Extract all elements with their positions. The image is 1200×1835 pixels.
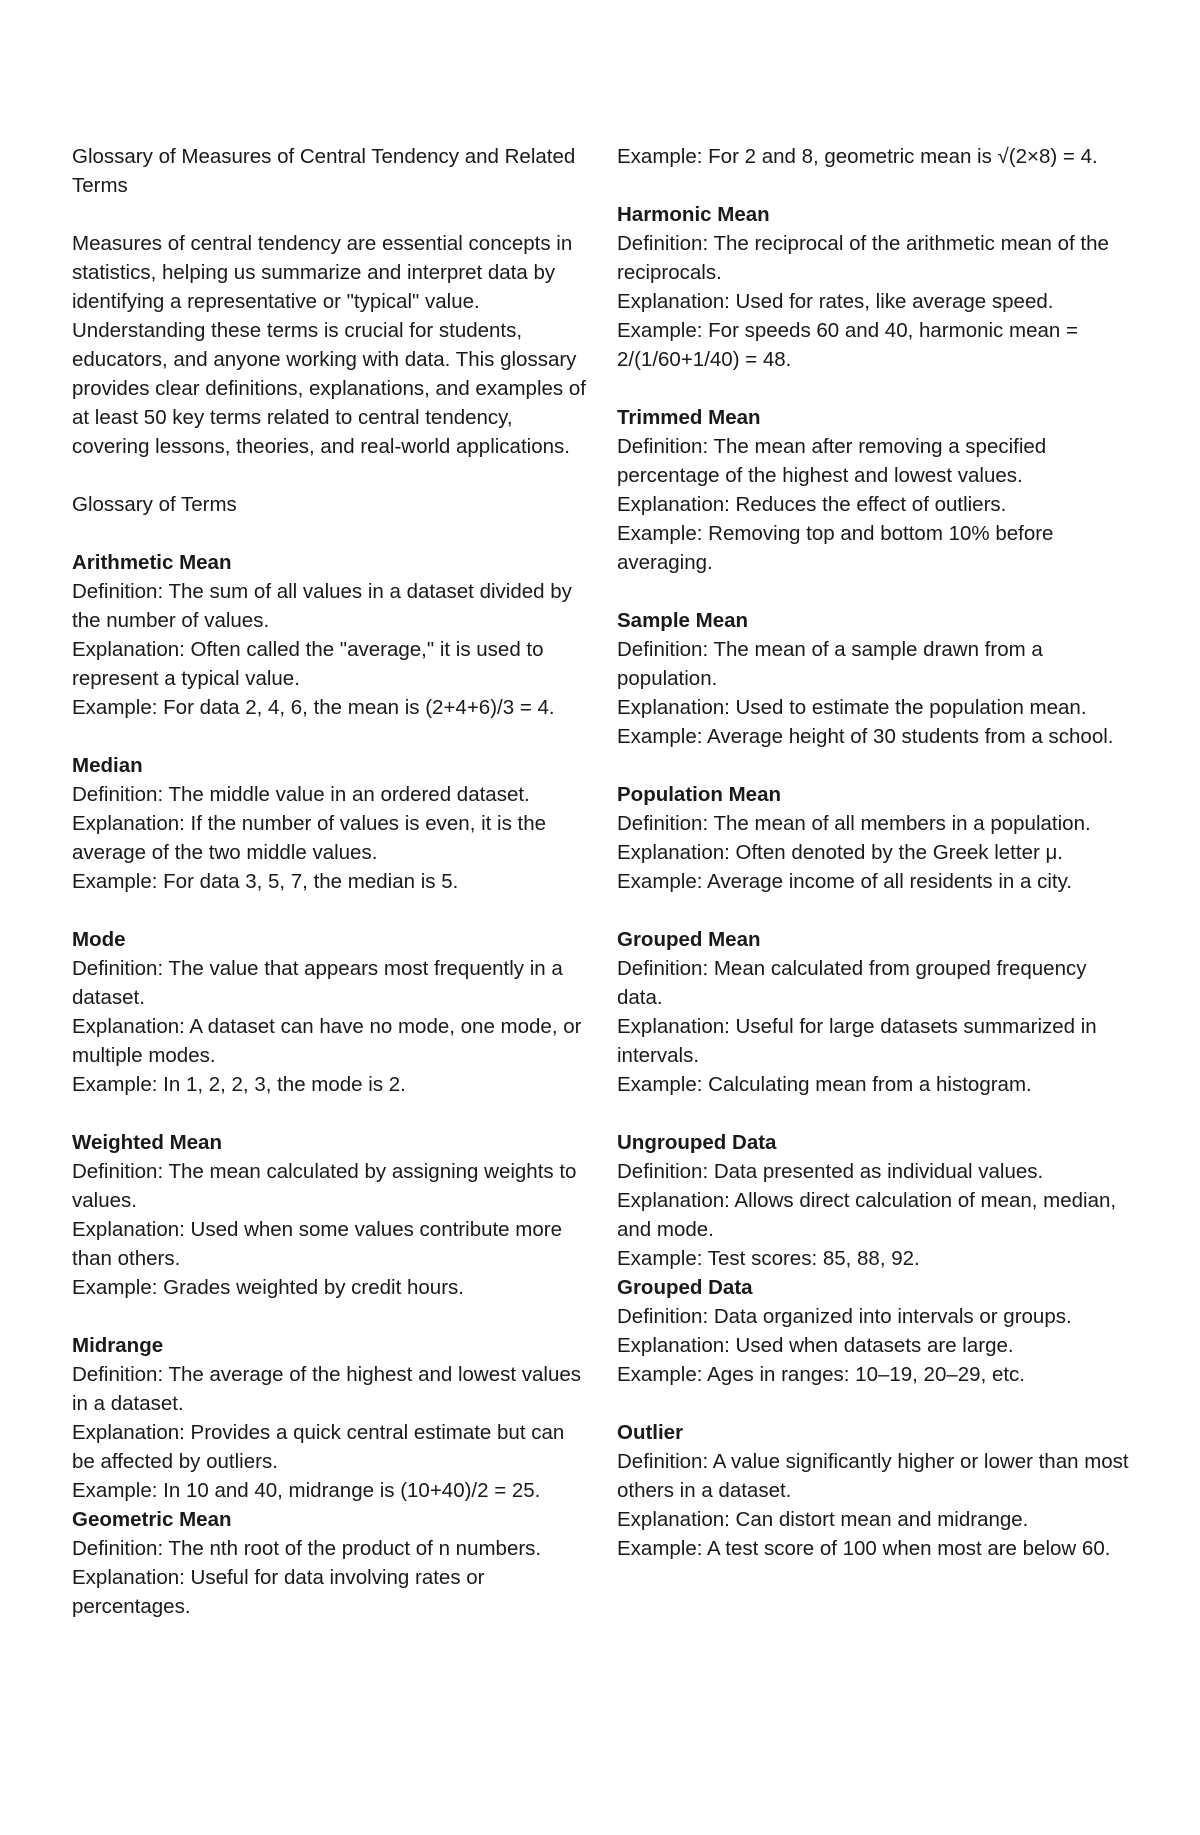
term-explanation: Explanation: Used when some values contribute more than others. bbox=[72, 1218, 562, 1270]
term-example: Example: A test score of 100 when most are below 60. bbox=[617, 1537, 1111, 1560]
term-grouped-data bbox=[617, 1273, 1132, 1389]
term-name: Harmonic Mean bbox=[617, 203, 770, 226]
term-example: Example: In 1, 2, 2, 3, the mode is 2. bbox=[72, 1073, 406, 1096]
term-definition: Definition: The average of the highest and lowest values in a dataset. bbox=[72, 1363, 582, 1415]
glossary-heading: Glossary of Terms bbox=[72, 493, 237, 516]
term-example: Example: Test scores: 85, 88, 92. bbox=[617, 1247, 920, 1270]
term-geometric-mean bbox=[72, 1505, 587, 1621]
term-example: Example: Average height of 30 students from a school. bbox=[617, 725, 1114, 748]
document-page bbox=[72, 142, 1132, 1621]
intro-paragraph: Measures of central tendency are essential concepts in statistics, helping us summarize and interpret data by identifying a representative or "typical" value. Understanding these terms is crucial for students, educators, and anyone working with data. This glossary provides clear definitions, explanations, and examples of at least 50 key terms related to central tendency, covering lessons, theories, and real-world applications. bbox=[72, 232, 586, 458]
term-example: Example: For speeds 60 and 40, harmonic mean = 2/(1/60+1/40) = 48. bbox=[617, 319, 1078, 371]
term-definition: Definition: Data presented as individual values. bbox=[617, 1160, 1044, 1183]
term-name: Mode bbox=[72, 928, 126, 951]
term-name: Arithmetic Mean bbox=[72, 551, 232, 574]
term-explanation: Explanation: Useful for large datasets summarized in intervals. bbox=[617, 1015, 1097, 1067]
term-explanation: Explanation: Allows direct calculation of mean, median, and mode. bbox=[617, 1189, 1117, 1241]
term-explanation: Explanation: Reduces the effect of outliers. bbox=[617, 493, 1007, 516]
term-example: Example: For data 2, 4, 6, the mean is (2+4+6)/3 = 4. bbox=[72, 696, 555, 719]
term-example: Example: For 2 and 8, geometric mean is √(2×8) = 4. bbox=[617, 145, 1098, 168]
term-name: Outlier bbox=[617, 1421, 684, 1444]
term-explanation: Explanation: Often called the "average," it is used to represent a typical value. bbox=[72, 638, 544, 690]
term-explanation: Explanation: Used to estimate the population mean. bbox=[617, 696, 1087, 719]
term-explanation: Explanation: Often denoted by the Greek letter μ. bbox=[617, 841, 1063, 864]
term-name: Geometric Mean bbox=[72, 1508, 232, 1531]
term-definition: Definition: The mean calculated by assigning weights to values. bbox=[72, 1160, 577, 1212]
term-weighted-mean bbox=[72, 1128, 587, 1302]
term-example: Example: Average income of all residents in a city. bbox=[617, 870, 1073, 893]
term-example: Example: In 10 and 40, midrange is (10+40)/2 = 25. bbox=[72, 1479, 541, 1502]
term-trimmed-mean bbox=[617, 403, 1132, 577]
term-name: Grouped Data bbox=[617, 1276, 753, 1299]
term-definition: Definition: Mean calculated from grouped frequency data. bbox=[617, 957, 1087, 1009]
term-definition: Definition: The mean after removing a specified percentage of the highest and lowest values. bbox=[617, 435, 1047, 487]
term-name: Sample Mean bbox=[617, 609, 749, 632]
term-example: Example: Calculating mean from a histogram. bbox=[617, 1073, 1032, 1096]
term-explanation: Explanation: A dataset can have no mode, one mode, or multiple modes. bbox=[72, 1015, 582, 1067]
term-definition: Definition: The mean of a sample drawn from a population. bbox=[617, 638, 1043, 690]
term-definition: Definition: The middle value in an ordered dataset. bbox=[72, 783, 530, 806]
term-definition: Definition: The nth root of the product of n numbers. bbox=[72, 1537, 542, 1560]
term-name: Population Mean bbox=[617, 783, 781, 806]
term-sample-mean bbox=[617, 606, 1132, 751]
left-column bbox=[72, 142, 587, 1621]
term-grouped-mean bbox=[617, 925, 1132, 1099]
term-population-mean bbox=[617, 780, 1132, 896]
term-name: Midrange bbox=[72, 1334, 164, 1357]
term-example: Example: Removing top and bottom 10% before averaging. bbox=[617, 522, 1054, 574]
term-arithmetic-mean bbox=[72, 548, 587, 722]
term-explanation: Explanation: Used for rates, like average speed. bbox=[617, 290, 1054, 313]
geometric-mean-example-continued bbox=[617, 142, 1132, 171]
term-example: Example: Ages in ranges: 10–19, 20–29, etc. bbox=[617, 1363, 1025, 1386]
term-definition: Definition: The sum of all values in a dataset divided by the number of values. bbox=[72, 580, 572, 632]
term-ungrouped-data bbox=[617, 1128, 1132, 1273]
term-mode bbox=[72, 925, 587, 1099]
term-explanation: Explanation: If the number of values is even, it is the average of the two middle values. bbox=[72, 812, 547, 864]
term-median bbox=[72, 751, 587, 896]
document-title: Glossary of Measures of Central Tendency and Related Terms bbox=[72, 145, 576, 197]
term-explanation: Explanation: Used when datasets are large. bbox=[617, 1334, 1014, 1357]
term-example: Example: Grades weighted by credit hours. bbox=[72, 1276, 464, 1299]
term-harmonic-mean bbox=[617, 200, 1132, 374]
term-outlier bbox=[617, 1418, 1132, 1563]
term-name: Trimmed Mean bbox=[617, 406, 761, 429]
term-explanation: Explanation: Can distort mean and midrange. bbox=[617, 1508, 1029, 1531]
term-name: Median bbox=[72, 754, 143, 777]
term-definition: Definition: A value significantly higher or lower than most others in a dataset. bbox=[617, 1450, 1129, 1502]
term-example: Example: For data 3, 5, 7, the median is 5. bbox=[72, 870, 459, 893]
term-definition: Definition: The value that appears most frequently in a dataset. bbox=[72, 957, 563, 1009]
term-explanation: Explanation: Provides a quick central estimate but can be affected by outliers. bbox=[72, 1421, 565, 1473]
term-definition: Definition: The mean of all members in a population. bbox=[617, 812, 1091, 835]
term-definition: Definition: Data organized into intervals or groups. bbox=[617, 1305, 1072, 1328]
term-name: Weighted Mean bbox=[72, 1131, 222, 1154]
term-definition: Definition: The reciprocal of the arithmetic mean of the reciprocals. bbox=[617, 232, 1109, 284]
term-explanation: Explanation: Useful for data involving rates or percentages. bbox=[72, 1566, 485, 1618]
term-midrange bbox=[72, 1331, 587, 1505]
right-column bbox=[617, 142, 1132, 1621]
term-name: Grouped Mean bbox=[617, 928, 761, 951]
term-name: Ungrouped Data bbox=[617, 1131, 777, 1154]
